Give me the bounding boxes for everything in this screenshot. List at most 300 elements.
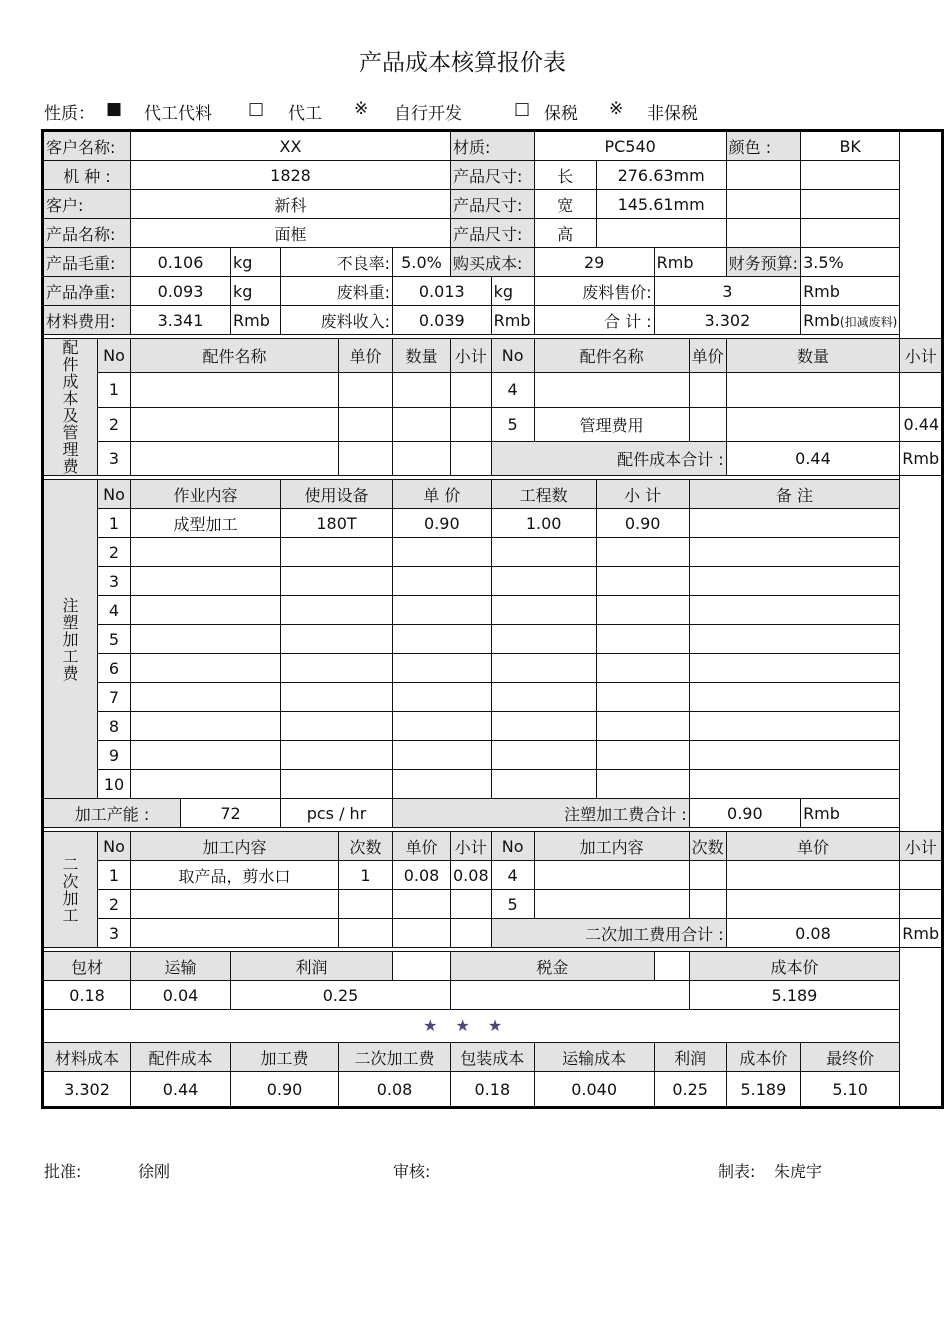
parts-sum-label: 配件成本合计 : — [491, 441, 726, 475]
secondary-no: 1 — [98, 861, 131, 890]
parts-name — [131, 441, 339, 475]
molding-subtotal — [596, 770, 689, 799]
total-value: 3.302 — [654, 306, 800, 335]
molding-side-label: 注塑加工费 — [43, 480, 98, 799]
molding-price — [393, 625, 492, 654]
material-label: 材质: — [451, 131, 535, 161]
quote-sheet — [41, 129, 944, 1109]
parts-subtotal — [451, 373, 492, 407]
summary-header: 利润 — [654, 1043, 726, 1072]
summary-header: 加工费 — [231, 1043, 339, 1072]
customer-name-value: XX — [131, 131, 451, 161]
table-row — [43, 770, 943, 799]
parts-side-label: 配件成本及管理费 — [43, 339, 98, 476]
width-label: 宽 — [534, 190, 596, 219]
secondary-sum-value: 0.08 — [726, 919, 900, 948]
molding-content: 成型加工 — [131, 509, 281, 538]
molding-equipment — [281, 770, 393, 799]
defect-rate-value: 5.0% — [393, 248, 451, 277]
table-row — [43, 625, 943, 654]
summary-value: 0.25 — [654, 1072, 726, 1108]
scrap-price-unit: Rmb — [801, 277, 900, 306]
packaging-label: 包材 — [43, 952, 131, 981]
secondary-times — [339, 890, 393, 919]
net-weight-label: 产品净重: — [43, 277, 131, 306]
height-label: 高 — [534, 219, 596, 248]
capacity-unit: pcs / hr — [281, 799, 393, 828]
molding-price — [393, 654, 492, 683]
summary-header: 运输成本 — [534, 1043, 654, 1072]
total-unit-cell — [801, 306, 900, 335]
material-cost-unit: Rmb — [231, 306, 281, 335]
molding-hours — [491, 654, 596, 683]
secondary-content — [534, 890, 689, 919]
molding-hours-header: 工程数 — [491, 480, 596, 509]
scrap-weight-value: 0.013 — [393, 277, 492, 306]
molding-remark — [689, 509, 900, 538]
molding-hours — [491, 741, 596, 770]
option-oem-material: 代工代料 — [144, 104, 212, 124]
table-row — [43, 712, 943, 741]
secondary-no: 2 — [98, 890, 131, 919]
secondary-subtotal — [900, 861, 943, 890]
molding-equipment: 180T — [281, 509, 393, 538]
molding-price — [393, 770, 492, 799]
approver-name: 徐刚 — [138, 1162, 171, 1181]
table-row — [43, 538, 943, 567]
secondary-subtotal-header-2: 小计 — [900, 832, 943, 861]
parts-sum-unit: Rmb — [900, 441, 943, 475]
molding-subtotal — [596, 567, 689, 596]
molding-remark — [689, 538, 900, 567]
checkbox-bonded[interactable]: □ — [514, 99, 531, 119]
info-row-5 — [43, 248, 943, 277]
summary-header: 最终价 — [801, 1043, 900, 1072]
material-value: PC540 — [534, 131, 726, 161]
parts-qty — [726, 407, 900, 441]
molding-no: 1 — [98, 509, 131, 538]
molding-equipment — [281, 567, 393, 596]
molding-no: 6 — [98, 654, 131, 683]
scrap-price-value: 3 — [654, 277, 800, 306]
parts-price — [689, 373, 726, 407]
molding-no: 4 — [98, 596, 131, 625]
material-cost-label: 材料费用: — [43, 306, 131, 335]
secondary-price-header-2: 单价 — [726, 832, 900, 861]
molding-no: 3 — [98, 567, 131, 596]
checkbox-oem-material[interactable]: ■ — [106, 99, 123, 119]
molding-remark — [689, 712, 900, 741]
parts-sum-value: 0.44 — [726, 441, 900, 475]
secondary-times-header-2: 次数 — [689, 832, 726, 861]
extras-value-row — [43, 981, 943, 1010]
length-value: 276.63mm — [596, 161, 726, 190]
secondary-no-header: No — [98, 832, 131, 861]
summary-header: 二次加工费 — [339, 1043, 451, 1072]
blank-cell — [726, 161, 800, 190]
model-value: 1828 — [131, 161, 451, 190]
summary-value: 0.18 — [451, 1072, 535, 1108]
blank-cell — [801, 190, 900, 219]
table-row — [43, 596, 943, 625]
finance-budget-value: 3.5% — [801, 248, 900, 277]
molding-subtotal-header: 小 计 — [596, 480, 689, 509]
checkbox-self-dev[interactable]: ※ — [354, 99, 369, 119]
cost-price-value: 5.189 — [689, 981, 900, 1010]
table-row — [43, 654, 943, 683]
molding-sum-label: 注塑加工费合计 : — [393, 799, 690, 828]
summary-value: 5.189 — [726, 1072, 800, 1108]
blank-cell — [726, 190, 800, 219]
purchase-cost-unit: Rmb — [654, 248, 726, 277]
nature-label: 性质： — [44, 104, 95, 124]
summary-value: 0.44 — [131, 1072, 231, 1108]
molding-equipment — [281, 596, 393, 625]
summary-value: 3.302 — [43, 1072, 131, 1108]
customer-label: 客户: — [43, 190, 131, 219]
parts-name: 管理费用 — [534, 407, 689, 441]
summary-header: 包装成本 — [451, 1043, 535, 1072]
parts-qty-header-2: 数量 — [726, 339, 900, 373]
molding-header-row — [43, 480, 943, 509]
parts-no: 1 — [98, 373, 131, 407]
blank-cell — [801, 219, 900, 248]
model-label: 机 种 : — [43, 161, 131, 190]
molding-content — [131, 596, 281, 625]
parts-no-header-2: No — [491, 339, 534, 373]
summary-header: 成本价 — [726, 1043, 800, 1072]
gross-weight-value: 0.106 — [131, 248, 231, 277]
parts-subtotal: 0.44 — [900, 407, 943, 441]
molding-remark — [689, 625, 900, 654]
molding-subtotal — [596, 625, 689, 654]
summary-value: 0.040 — [534, 1072, 654, 1108]
secondary-times: 1 — [339, 861, 393, 890]
info-row-1 — [43, 131, 943, 161]
secondary-price-header: 单价 — [393, 832, 451, 861]
parts-name — [131, 373, 339, 407]
parts-subtotal-header-2: 小计 — [900, 339, 943, 373]
molding-hours — [491, 567, 596, 596]
info-row-4 — [43, 219, 943, 248]
checkbox-non-bonded[interactable]: ※ — [609, 99, 624, 119]
secondary-times — [689, 861, 726, 890]
summary-value: 0.90 — [231, 1072, 339, 1108]
molding-price — [393, 741, 492, 770]
blank-cell — [801, 161, 900, 190]
secondary-no: 5 — [491, 890, 534, 919]
summary-header: 配件成本 — [131, 1043, 231, 1072]
molding-remark-header: 备 注 — [689, 480, 900, 509]
scrap-weight-unit: kg — [491, 277, 534, 306]
secondary-no: 4 — [491, 861, 534, 890]
cost-price-label: 成本价 — [689, 952, 900, 981]
molding-price — [393, 538, 492, 567]
molding-hours — [491, 625, 596, 654]
molding-no: 9 — [98, 741, 131, 770]
option-bonded: 保税 — [544, 104, 578, 124]
molding-content — [131, 683, 281, 712]
table-row — [43, 407, 943, 441]
length-label: 长 — [534, 161, 596, 190]
molding-content — [131, 625, 281, 654]
net-weight-unit: kg — [231, 277, 281, 306]
molding-price-header: 单 价 — [393, 480, 492, 509]
molding-remark — [689, 683, 900, 712]
parts-price — [689, 407, 726, 441]
secondary-price — [726, 890, 900, 919]
customer-value: 新科 — [131, 190, 451, 219]
table-row — [43, 741, 943, 770]
summary-value: 0.08 — [339, 1072, 451, 1108]
secondary-price — [393, 890, 451, 919]
summary-header: 材料成本 — [43, 1043, 131, 1072]
capacity-label: 加工产能 : — [43, 799, 181, 828]
molding-hours — [491, 538, 596, 567]
molding-subtotal — [596, 741, 689, 770]
molding-equipment — [281, 654, 393, 683]
molding-hours: 1.00 — [491, 509, 596, 538]
info-row-2 — [43, 161, 943, 190]
molding-equipment-header: 使用设备 — [281, 480, 393, 509]
finance-budget-label: 财务预算: — [726, 248, 800, 277]
secondary-content — [131, 919, 339, 948]
molding-subtotal: 0.90 — [596, 509, 689, 538]
parts-name — [131, 407, 339, 441]
secondary-content — [131, 890, 339, 919]
scrap-income-label: 废料收入: — [281, 306, 393, 335]
table-row — [43, 861, 943, 890]
product-name-value: 面框 — [131, 219, 451, 248]
parts-qty — [393, 407, 451, 441]
parts-price — [339, 373, 393, 407]
packaging-value: 0.18 — [43, 981, 131, 1010]
profit-label: 利润 — [231, 952, 393, 981]
size-height-label: 产品尺寸: — [451, 219, 535, 248]
parts-price-header-2: 单价 — [689, 339, 726, 373]
option-self-dev: 自行开发 — [394, 104, 462, 124]
molding-price — [393, 683, 492, 712]
parts-qty — [726, 373, 900, 407]
secondary-price — [393, 919, 451, 948]
parts-price — [339, 441, 393, 475]
total-note: (扣减废料) — [839, 314, 898, 329]
purchase-cost-label: 购买成本: — [451, 248, 535, 277]
table-row — [43, 567, 943, 596]
info-row-7 — [43, 306, 943, 335]
molding-hours — [491, 770, 596, 799]
scrap-weight-label: 废料重: — [281, 277, 393, 306]
summary-value-row — [43, 1072, 943, 1108]
secondary-sum-label: 二次加工费用合计 : — [491, 919, 726, 948]
transport-label: 运输 — [131, 952, 231, 981]
parts-subtotal-header: 小计 — [451, 339, 492, 373]
scrap-price-label: 废料售价: — [534, 277, 654, 306]
color-value: BK — [801, 131, 900, 161]
molding-sum-unit: Rmb — [801, 799, 900, 828]
molding-no: 8 — [98, 712, 131, 741]
molding-remark — [689, 567, 900, 596]
secondary-subtotal: 0.08 — [451, 861, 492, 890]
star-icons: ★★★ — [43, 1010, 900, 1043]
molding-remark — [689, 596, 900, 625]
parts-name — [534, 373, 689, 407]
info-row-3 — [43, 190, 943, 219]
molding-subtotal — [596, 538, 689, 567]
stars-row — [43, 1010, 943, 1043]
color-label: 颜色 : — [726, 131, 800, 161]
size-width-label: 产品尺寸: — [451, 190, 535, 219]
blank-cell — [451, 981, 690, 1010]
molding-equipment — [281, 683, 393, 712]
option-oem: 代工 — [288, 104, 322, 124]
secondary-no-header-2: No — [491, 832, 534, 861]
table-row — [43, 890, 943, 919]
parts-header-row — [43, 339, 943, 373]
checkbox-oem[interactable]: □ — [248, 99, 265, 119]
secondary-content-header-2: 加工内容 — [534, 832, 689, 861]
molding-equipment — [281, 712, 393, 741]
molding-remark — [689, 654, 900, 683]
parts-price — [339, 407, 393, 441]
molding-remark — [689, 741, 900, 770]
secondary-times — [339, 919, 393, 948]
molding-equipment — [281, 538, 393, 567]
defect-rate-label: 不良率: — [281, 248, 393, 277]
parts-no: 5 — [491, 407, 534, 441]
molding-sum-value: 0.90 — [689, 799, 800, 828]
secondary-side-label: 二次加工 — [43, 832, 98, 948]
total-label: 合 计 : — [534, 306, 654, 335]
summary-header-row — [43, 1043, 943, 1072]
parts-price-header: 单价 — [339, 339, 393, 373]
parts-no: 2 — [98, 407, 131, 441]
parts-name-header: 配件名称 — [131, 339, 339, 373]
molding-price — [393, 567, 492, 596]
table-row — [43, 441, 943, 475]
review-label: 审核: — [393, 1162, 431, 1181]
secondary-subtotal — [900, 890, 943, 919]
molding-hours — [491, 683, 596, 712]
summary-value: 5.10 — [801, 1072, 900, 1108]
molding-content — [131, 770, 281, 799]
molding-content — [131, 654, 281, 683]
table-row — [43, 373, 943, 407]
secondary-subtotal — [451, 919, 492, 948]
extras-header-row — [43, 952, 943, 981]
width-value: 145.61mm — [596, 190, 726, 219]
molding-content — [131, 538, 281, 567]
profit-value: 0.25 — [231, 981, 451, 1010]
parts-qty — [393, 441, 451, 475]
parts-no: 4 — [491, 373, 534, 407]
secondary-price — [726, 861, 900, 890]
capacity-value: 72 — [181, 799, 281, 828]
molding-subtotal — [596, 712, 689, 741]
table-row — [43, 919, 943, 948]
parts-qty-header: 数量 — [393, 339, 451, 373]
molding-no: 2 — [98, 538, 131, 567]
blank-cell — [726, 219, 800, 248]
parts-no: 3 — [98, 441, 131, 475]
height-value — [596, 219, 726, 248]
molding-equipment — [281, 625, 393, 654]
secondary-header-row — [43, 832, 943, 861]
info-row-6 — [43, 277, 943, 306]
molding-hours — [491, 712, 596, 741]
secondary-subtotal-header: 小计 — [451, 832, 492, 861]
parts-name-header-2: 配件名称 — [534, 339, 689, 373]
preparer-name: 朱虎宇 — [774, 1162, 823, 1181]
secondary-content-header: 加工内容 — [131, 832, 339, 861]
secondary-times-header: 次数 — [339, 832, 393, 861]
gross-weight-unit: kg — [231, 248, 281, 277]
molding-remark — [689, 770, 900, 799]
molding-no: 10 — [98, 770, 131, 799]
gross-weight-label: 产品毛重: — [43, 248, 131, 277]
molding-price — [393, 712, 492, 741]
product-name-label: 产品名称: — [43, 219, 131, 248]
molding-subtotal — [596, 654, 689, 683]
scrap-income-unit: Rmb — [491, 306, 534, 335]
parts-subtotal — [451, 441, 492, 475]
molding-price — [393, 596, 492, 625]
size-length-label: 产品尺寸: — [451, 161, 535, 190]
tax-label: 税金 — [451, 952, 655, 981]
table-row — [43, 509, 943, 538]
secondary-subtotal — [451, 890, 492, 919]
molding-price: 0.90 — [393, 509, 492, 538]
molding-no: 7 — [98, 683, 131, 712]
total-unit: Rmb — [803, 310, 840, 330]
molding-no-header: No — [98, 480, 131, 509]
molding-content-header: 作业内容 — [131, 480, 281, 509]
scrap-income-value: 0.039 — [393, 306, 492, 335]
approve-label: 批准: — [44, 1162, 82, 1181]
molding-subtotal — [596, 596, 689, 625]
molding-content — [131, 712, 281, 741]
option-non-bonded: 非保税 — [647, 104, 698, 124]
table-row — [43, 683, 943, 712]
parts-no-header: No — [98, 339, 131, 373]
molding-content — [131, 741, 281, 770]
secondary-content: 取产品，剪水口 — [131, 861, 339, 890]
molding-subtotal — [596, 683, 689, 712]
material-cost-value: 3.341 — [131, 306, 231, 335]
secondary-content — [534, 861, 689, 890]
blank-cell — [393, 952, 451, 981]
net-weight-value: 0.093 — [131, 277, 231, 306]
molding-hours — [491, 596, 596, 625]
molding-sum-row — [43, 799, 943, 828]
secondary-times — [689, 890, 726, 919]
customer-name-label: 客户名称: — [43, 131, 131, 161]
tax-value — [654, 952, 689, 981]
molding-content — [131, 567, 281, 596]
parts-qty — [393, 373, 451, 407]
transport-value: 0.04 — [131, 981, 231, 1010]
molding-equipment — [281, 741, 393, 770]
page-title: 产品成本核算报价表 — [359, 50, 566, 76]
secondary-price: 0.08 — [393, 861, 451, 890]
prepared-label: 制表: — [718, 1162, 756, 1181]
molding-no: 5 — [98, 625, 131, 654]
secondary-sum-unit: Rmb — [900, 919, 943, 948]
parts-subtotal — [451, 407, 492, 441]
parts-subtotal — [900, 373, 943, 407]
purchase-cost-value: 29 — [534, 248, 654, 277]
secondary-no: 3 — [98, 919, 131, 948]
